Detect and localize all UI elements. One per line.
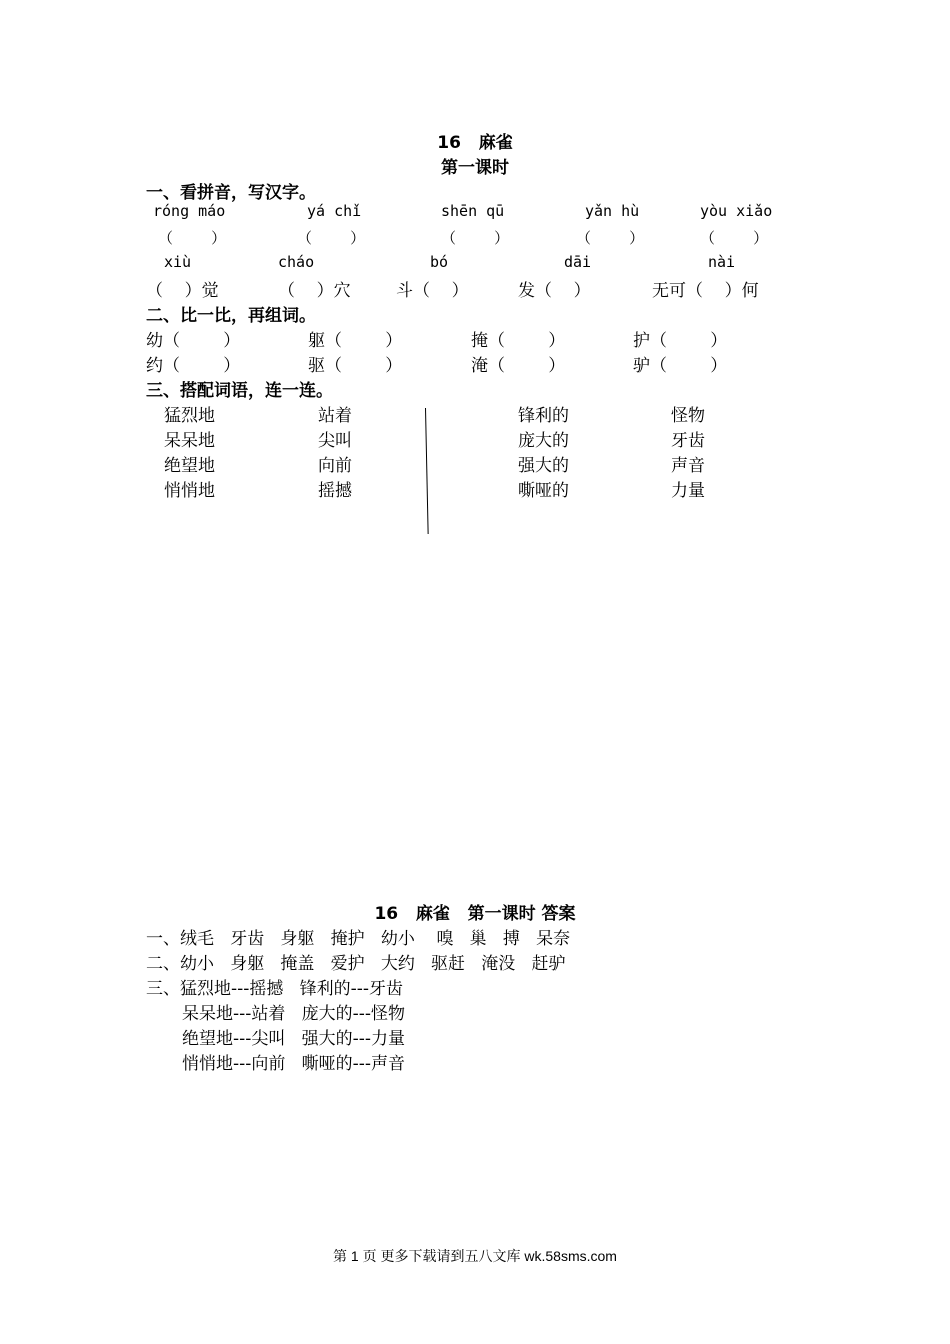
fill-item[interactable]: 斗（ ） xyxy=(396,281,469,301)
compare-item[interactable]: 驱（ ） xyxy=(308,356,403,376)
pinyin-chao: cháo xyxy=(278,253,315,271)
lesson-subtitle: 第一课时 xyxy=(441,158,509,178)
pinyin-xiu: xiù xyxy=(164,253,192,271)
answer-line: 悄悄地---向前 嘶哑的---声音 xyxy=(182,1054,406,1074)
match-word[interactable]: 绝望地 xyxy=(164,456,215,476)
match-word[interactable]: 锋利的 xyxy=(518,406,569,426)
answer-blank[interactable]: （ ） xyxy=(576,229,645,247)
match-word[interactable]: 强大的 xyxy=(518,456,569,476)
compare-item[interactable]: 幼（ ） xyxy=(146,331,241,351)
fill-item[interactable]: 无可（ ）何 xyxy=(652,281,759,301)
page-footer: 第 1 页 更多下载请到五八文库 wk.58sms.com xyxy=(333,1248,617,1264)
pinyin-youxiao: yòu xiǎo xyxy=(700,202,773,220)
section1-heading: 一、看拼音，写汉字。 xyxy=(146,183,316,203)
answer-line: 二、幼小 身躯 掩盖 爱护 大约 驱赶 淹没 赶驴 xyxy=(146,954,566,974)
answer-blank[interactable]: （ ） xyxy=(297,229,366,247)
answer-line: 三、猛烈地---摇撼 锋利的---牙齿 xyxy=(146,979,404,999)
answer-line: 绝望地---尖叫 强大的---力量 xyxy=(182,1029,406,1049)
answer-blank[interactable]: （ ） xyxy=(441,229,510,247)
column-divider xyxy=(425,408,429,534)
section2-heading: 二、比一比，再组词。 xyxy=(146,306,316,326)
match-word[interactable]: 尖叫 xyxy=(318,431,352,451)
pinyin-yanhu: yǎn hù xyxy=(585,202,640,220)
compare-item[interactable]: 驴（ ） xyxy=(633,356,728,376)
answer-blank[interactable]: （ ） xyxy=(700,229,769,247)
match-word[interactable]: 站着 xyxy=(318,406,352,426)
compare-item[interactable]: 躯（ ） xyxy=(308,331,403,351)
match-word[interactable]: 怪物 xyxy=(671,406,705,426)
answer-blank[interactable]: （ ） xyxy=(158,229,227,247)
fill-item[interactable]: （ ）穴 xyxy=(278,281,351,301)
match-word[interactable]: 摇撼 xyxy=(318,481,352,501)
match-word[interactable]: 牙齿 xyxy=(671,431,705,451)
match-word[interactable]: 悄悄地 xyxy=(164,481,215,501)
answer-line: 一、绒毛 牙齿 身躯 掩护 幼小 嗅 巢 搏 呆奈 xyxy=(146,929,571,949)
compare-item[interactable]: 护（ ） xyxy=(633,331,728,351)
fill-item[interactable]: 发（ ） xyxy=(518,281,591,301)
match-word[interactable]: 猛烈地 xyxy=(164,406,215,426)
pinyin-shenqu: shēn qū xyxy=(441,202,505,220)
lesson-title: 16 麻雀 xyxy=(437,133,513,153)
match-word[interactable]: 嘶哑的 xyxy=(518,481,569,501)
pinyin-bo: bó xyxy=(430,253,449,271)
match-word[interactable]: 声音 xyxy=(671,456,705,476)
answers-title: 16 麻雀 第一课时 答案 xyxy=(374,904,576,924)
match-word[interactable]: 力量 xyxy=(671,481,705,501)
pinyin-dai: dāi xyxy=(564,253,592,271)
compare-item[interactable]: 淹（ ） xyxy=(471,356,566,376)
match-word[interactable]: 呆呆地 xyxy=(164,431,215,451)
compare-item[interactable]: 约（ ） xyxy=(146,356,241,376)
pinyin-rongmao: róng máo xyxy=(153,202,226,220)
pinyin-yachi: yá chǐ xyxy=(307,202,362,220)
match-word[interactable]: 庞大的 xyxy=(518,431,569,451)
answer-line: 呆呆地---站着 庞大的---怪物 xyxy=(182,1004,406,1024)
section3-heading: 三、搭配词语，连一连。 xyxy=(146,381,333,401)
match-word[interactable]: 向前 xyxy=(318,456,352,476)
pinyin-nai: nài xyxy=(708,253,736,271)
fill-item[interactable]: （ ）觉 xyxy=(146,281,219,301)
compare-item[interactable]: 掩（ ） xyxy=(471,331,566,351)
